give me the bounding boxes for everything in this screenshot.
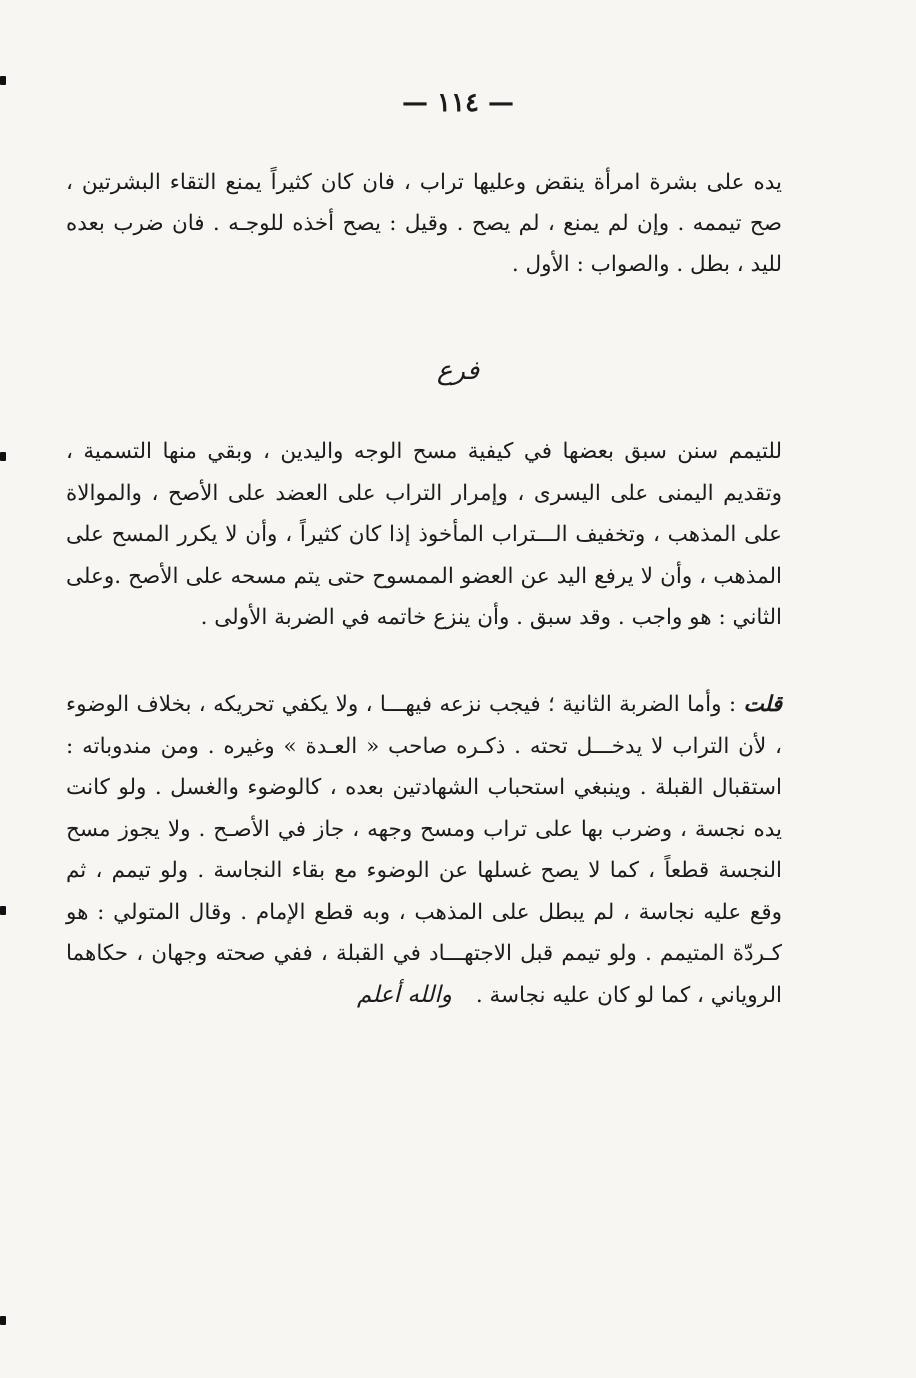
section-title: فرع <box>436 356 480 386</box>
paragraph-sunan <box>66 431 782 639</box>
closing-phrase: والله أعلم <box>357 981 452 1008</box>
page-edge-mark <box>0 1316 6 1325</box>
paragraph-text: : وأما الضربة الثانية ؛ فيجب نزعه فيهـــا ، ولا يكفي تحريكه ، بخلاف الوضوء ، لأن التراب لا يدخـــل تحته . ذكـره صاحب « العـدة » وغيره . ومن مندوباته : استقبال القبلة . وينبغي استحباب الشهادتين بعده ، كالوضوء والغسل . ولو كانت يده نجسة ، وضرب بها على تراب ومسح وجهه ، جاز في الأصـح . ولا يجوز مسح النجسة قطعاً ، كما لا يصح غسلها عن الوضوء مع بقاء النجاسة . ولو تيمم ، ثم وقع عليه نجاسة ، لم يبطل على المذهب ، وبه قطع الإمام . وقال المتولي : هو كـردّة المتيمم . ولو تيمم قبل الاجتهـــاد في القبلة ، ففي صحته وجهان ، حكاهما الروياني ، كما لو كان عليه نجاسة . <box>66 692 782 1008</box>
paragraph-qultu <box>66 684 782 1016</box>
paragraph-text: يده على بشرة امرأة ينقض وعليها تراب ، فان كان كثيراً يمنع التقاء البشرتين ، صح تيممه . وإن لم يمنع ، لم يصح . وقيل : يصح أخذه للوجـه . فان ضرب بعده لليد ، بطل . والصواب : الأول . <box>66 170 782 277</box>
paragraph-text: للتيمم سنن سبق بعضها في كيفية مسح الوجه واليدين ، وبقي منها التسمية ، وتقديم اليمنى على اليسرى ، وإمرار التراب على العضد على الأصح ، والموالاة على المذهب ، وتخفيف الـــتراب المأخوذ إذا كان كثيراً ، وأن لا يكرر المسح على المذهب ، وأن لا يرفع اليد عن العضو الممسوح حتى يتم مسحه على الأصح .وعلى الثاني : هو واجب . وقد سبق . وأن ينزع خاتمه في الضربة الأولى . <box>66 439 782 630</box>
lead-word: قلت <box>743 692 782 717</box>
page-number: — ١١٤ — <box>401 88 515 118</box>
paragraph-body <box>66 684 782 1016</box>
page-edge-mark <box>0 452 6 461</box>
paragraph-continuation <box>66 162 782 285</box>
page-edge-mark <box>0 76 6 85</box>
page-edge-mark <box>0 906 6 915</box>
